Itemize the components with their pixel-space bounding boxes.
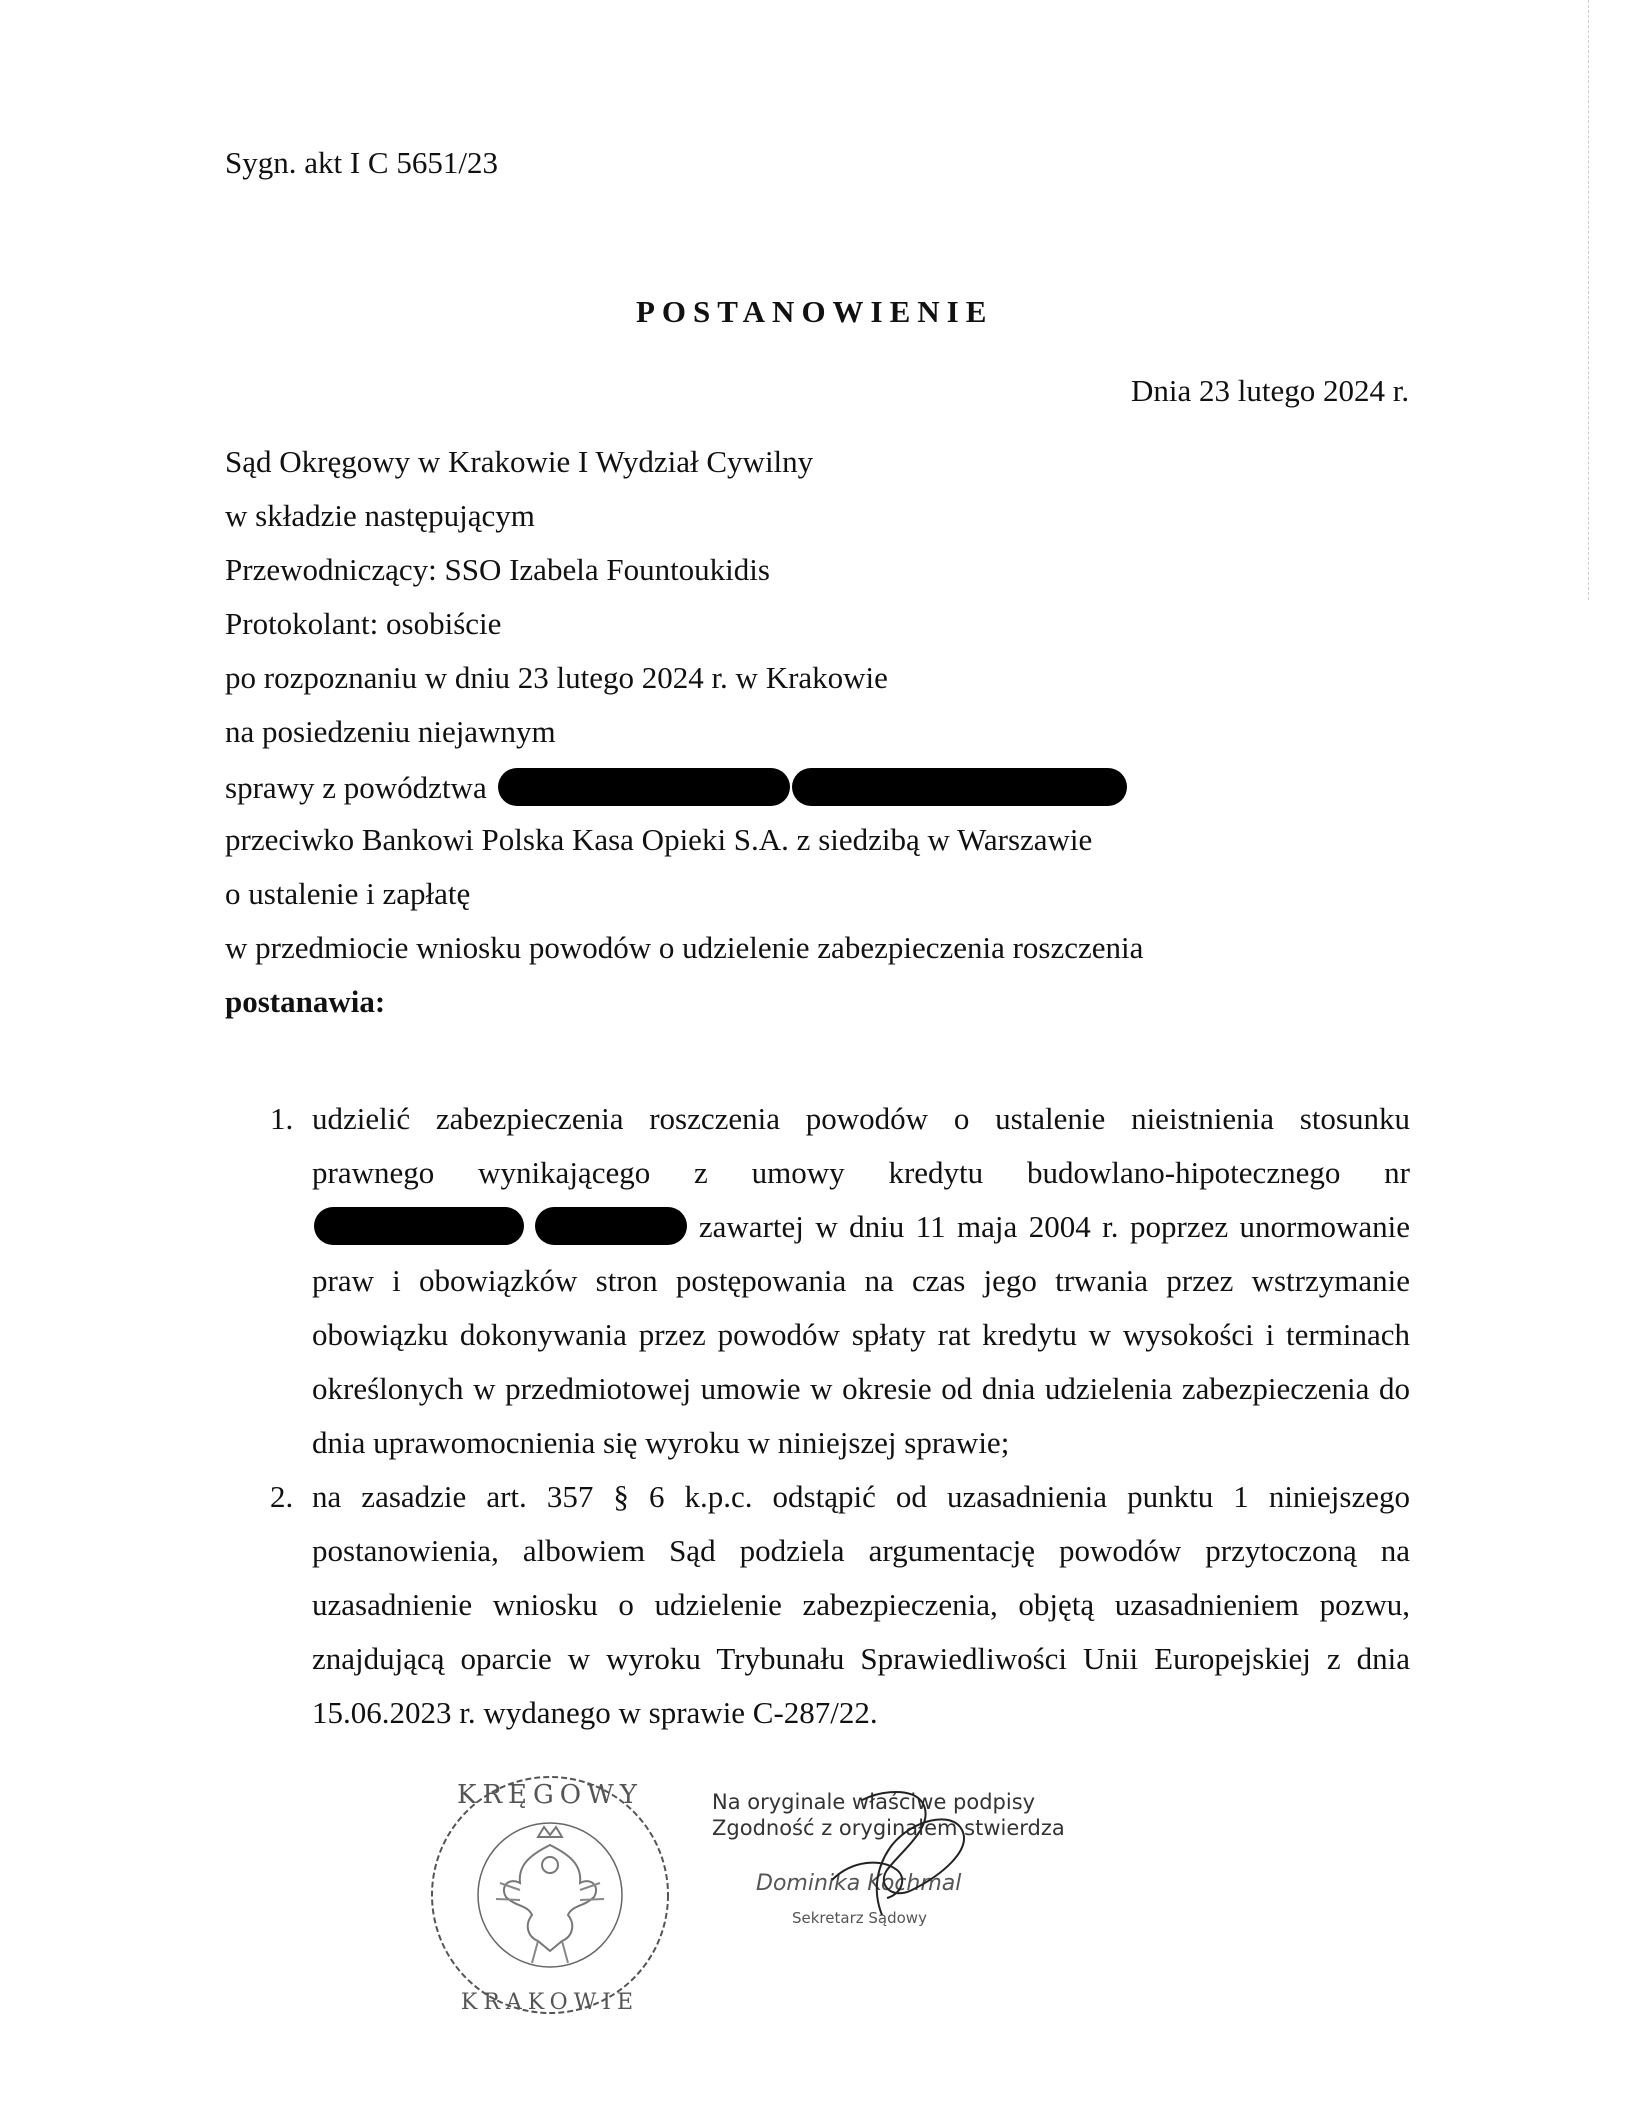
- court-seal-stamp: [420, 1765, 680, 2025]
- item-1-text-b: zawartej w dniu 11 maja 2004 r. poprzez unormowanie praw i obowiązków stron postępowania na czas jego trwania przez wstrzymanie obowiązku dokonywania przez powodów spłaty rat kredytu w wysokości i terminach określonych w przedmiotowej umowie w okresie od dnia udzielenia zabezpieczenia do dnia uprawomocnienia się wyroku w niniejszej sprawie;: [312, 1209, 1410, 1460]
- item-2-text: na zasadzie art. 357 § 6 k.p.c. odstąpić od uzasadnienia punktu 1 niniejszego postanowienia, albowiem Sąd podziela argumentację powodów przytoczoną na uzasadnienie wniosku o udzielenie zabezpieczenia, objętą uzasadnieniem pozwu, znajdującą oparcie w wyroku Trybunału Sprawiedliwości Unii Europejskiej z dnia 15.06.2023 r. wydanego w sprawie C-287/22.: [312, 1479, 1410, 1730]
- decision-item-1: [270, 1092, 1410, 1470]
- svg-text:KRAKOWIE: KRAKOWIE: [460, 1990, 640, 2015]
- certification-block: [712, 1790, 1092, 1950]
- item-number: 2.: [270, 1479, 294, 1514]
- composition-line: w składzie następującym: [225, 498, 535, 533]
- clerk-role: Sekretarz Sądowy: [792, 1909, 927, 1927]
- redacted-contract-number-1: [314, 1207, 524, 1245]
- decision-heading: postanawia:: [225, 984, 386, 1019]
- redacted-plaintiff-1: [498, 768, 790, 806]
- case-prefix: sprawy z powództwa: [225, 770, 487, 805]
- hearing-line: po rozpoznaniu w dniu 23 lutego 2024 r. w Krakowie: [225, 660, 888, 695]
- svg-text:KRĘGOWY: KRĘGOWY: [457, 1780, 643, 1810]
- presiding-judge: Przewodniczący: SSO Izabela Fountoukidis: [225, 552, 770, 587]
- court-clerk: Protokolant: osobiście: [225, 606, 502, 641]
- redacted-contract-number-2: [535, 1207, 687, 1245]
- defendant-line: przeciwko Bankowi Polska Kasa Opieki S.A. z siedzibą w Warszawie: [225, 822, 1093, 857]
- document-title: POSTANOWIENIE: [636, 294, 994, 329]
- certification-line-1: Na oryginale właściwe podpisy: [712, 1790, 1036, 1814]
- clerk-name: Dominika Kochmal: [756, 1871, 962, 1896]
- subject-line: o ustalenie i zapłatę: [225, 876, 471, 911]
- redacted-plaintiff-2: [792, 768, 1127, 806]
- document-date: Dnia 23 lutego 2024 r.: [1131, 373, 1410, 408]
- motion-line: w przedmiocie wniosku powodów o udzielenie zabezpieczenia roszczenia: [225, 930, 1144, 965]
- decision-item-2: [270, 1470, 1410, 1740]
- plaintiff-line: [225, 768, 1143, 822]
- session-line: na posiedzeniu niejawnym: [225, 714, 556, 749]
- certification-line-2: Zgodność z oryginałem stwierdza: [712, 1816, 1065, 1840]
- item-1-text-a: udzielić zabezpieczenia roszczenia powodów o ustalenie nieistnienia stosunku prawnego wynikającego z umowy kredytu budowlano-hipotecznego nr: [312, 1101, 1410, 1190]
- handwritten-signature: [712, 1790, 1092, 1950]
- decision-items: [270, 1092, 1410, 1740]
- court-name: Sąd Okręgowy w Krakowie I Wydział Cywilny: [225, 444, 814, 479]
- case-reference: Sygn. akt I C 5651/23: [225, 145, 498, 180]
- case-header: [225, 444, 1143, 1038]
- scan-edge-line: [1588, 0, 1590, 600]
- item-number: 1.: [270, 1101, 294, 1136]
